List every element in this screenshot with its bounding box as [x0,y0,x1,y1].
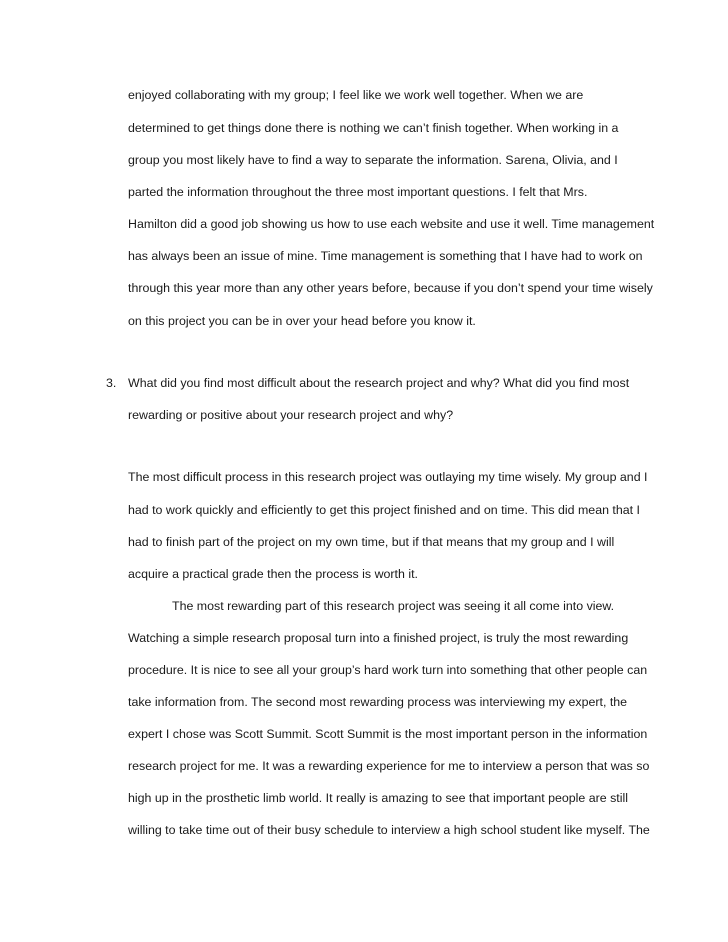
question-number: 3. [106,376,117,390]
paragraph-line: on this project you can be in over your head before you know it. [128,314,476,328]
paragraph-line: has always been an issue of mine. Time management is something that I have had to work on [128,249,643,263]
paragraph-line: expert I chose was Scott Summit. Scott Summit is the most important person in the information [128,727,648,741]
paragraph-line: willing to take time out of their busy schedule to interview a high school student like myself. The [128,823,650,837]
paragraph-line: had to finish part of the project on my own time, but if that means that my group and I will [128,535,615,549]
question-line: rewarding or positive about your research project and why? [128,408,454,422]
paragraph-line: through this year more than any other years before, because if you don’t spend your time wisely [128,281,653,295]
paragraph-line: group you most likely have to find a way to separate the information. Sarena, Olivia, and I [128,153,618,167]
paragraph-line: high up in the prosthetic limb world. It really is amazing to see that important people are still [128,791,629,805]
paragraph-line: research project for me. It was a rewarding experience for me to interview a person that was so [128,759,650,773]
paragraph-line: procedure. It is nice to see all your group’s hard work turn into something that other people can [128,663,648,677]
paragraph-line: parted the information throughout the three most important questions. I felt that Mrs. [128,185,588,199]
paragraph-line: acquire a practical grade then the process is worth it. [128,567,418,581]
paragraph-line: determined to get things done there is nothing we can’t finish together. When working in a [128,121,619,135]
paragraph-line: Watching a simple research proposal turn into a finished project, is truly the most rewarding [128,631,629,645]
paragraph-line: The most rewarding part of this research project was seeing it all come into view. [172,599,615,613]
paragraph-line: Hamilton did a good job showing us how to use each website and use it well. Time management [128,217,655,231]
question-line: What did you find most difficult about the research project and why? What did you find most [128,376,630,390]
paragraph-line: The most difficult process in this research project was outlaying my time wisely. My group and I [128,470,648,484]
paragraph-line: take information from. The second most rewarding process was interviewing my expert, the [128,695,628,709]
paragraph-line: had to work quickly and efficiently to get this project finished and on time. This did mean that I [128,503,640,517]
paragraph-line: enjoyed collaborating with my group; I feel like we work well together. When we are [128,88,584,102]
